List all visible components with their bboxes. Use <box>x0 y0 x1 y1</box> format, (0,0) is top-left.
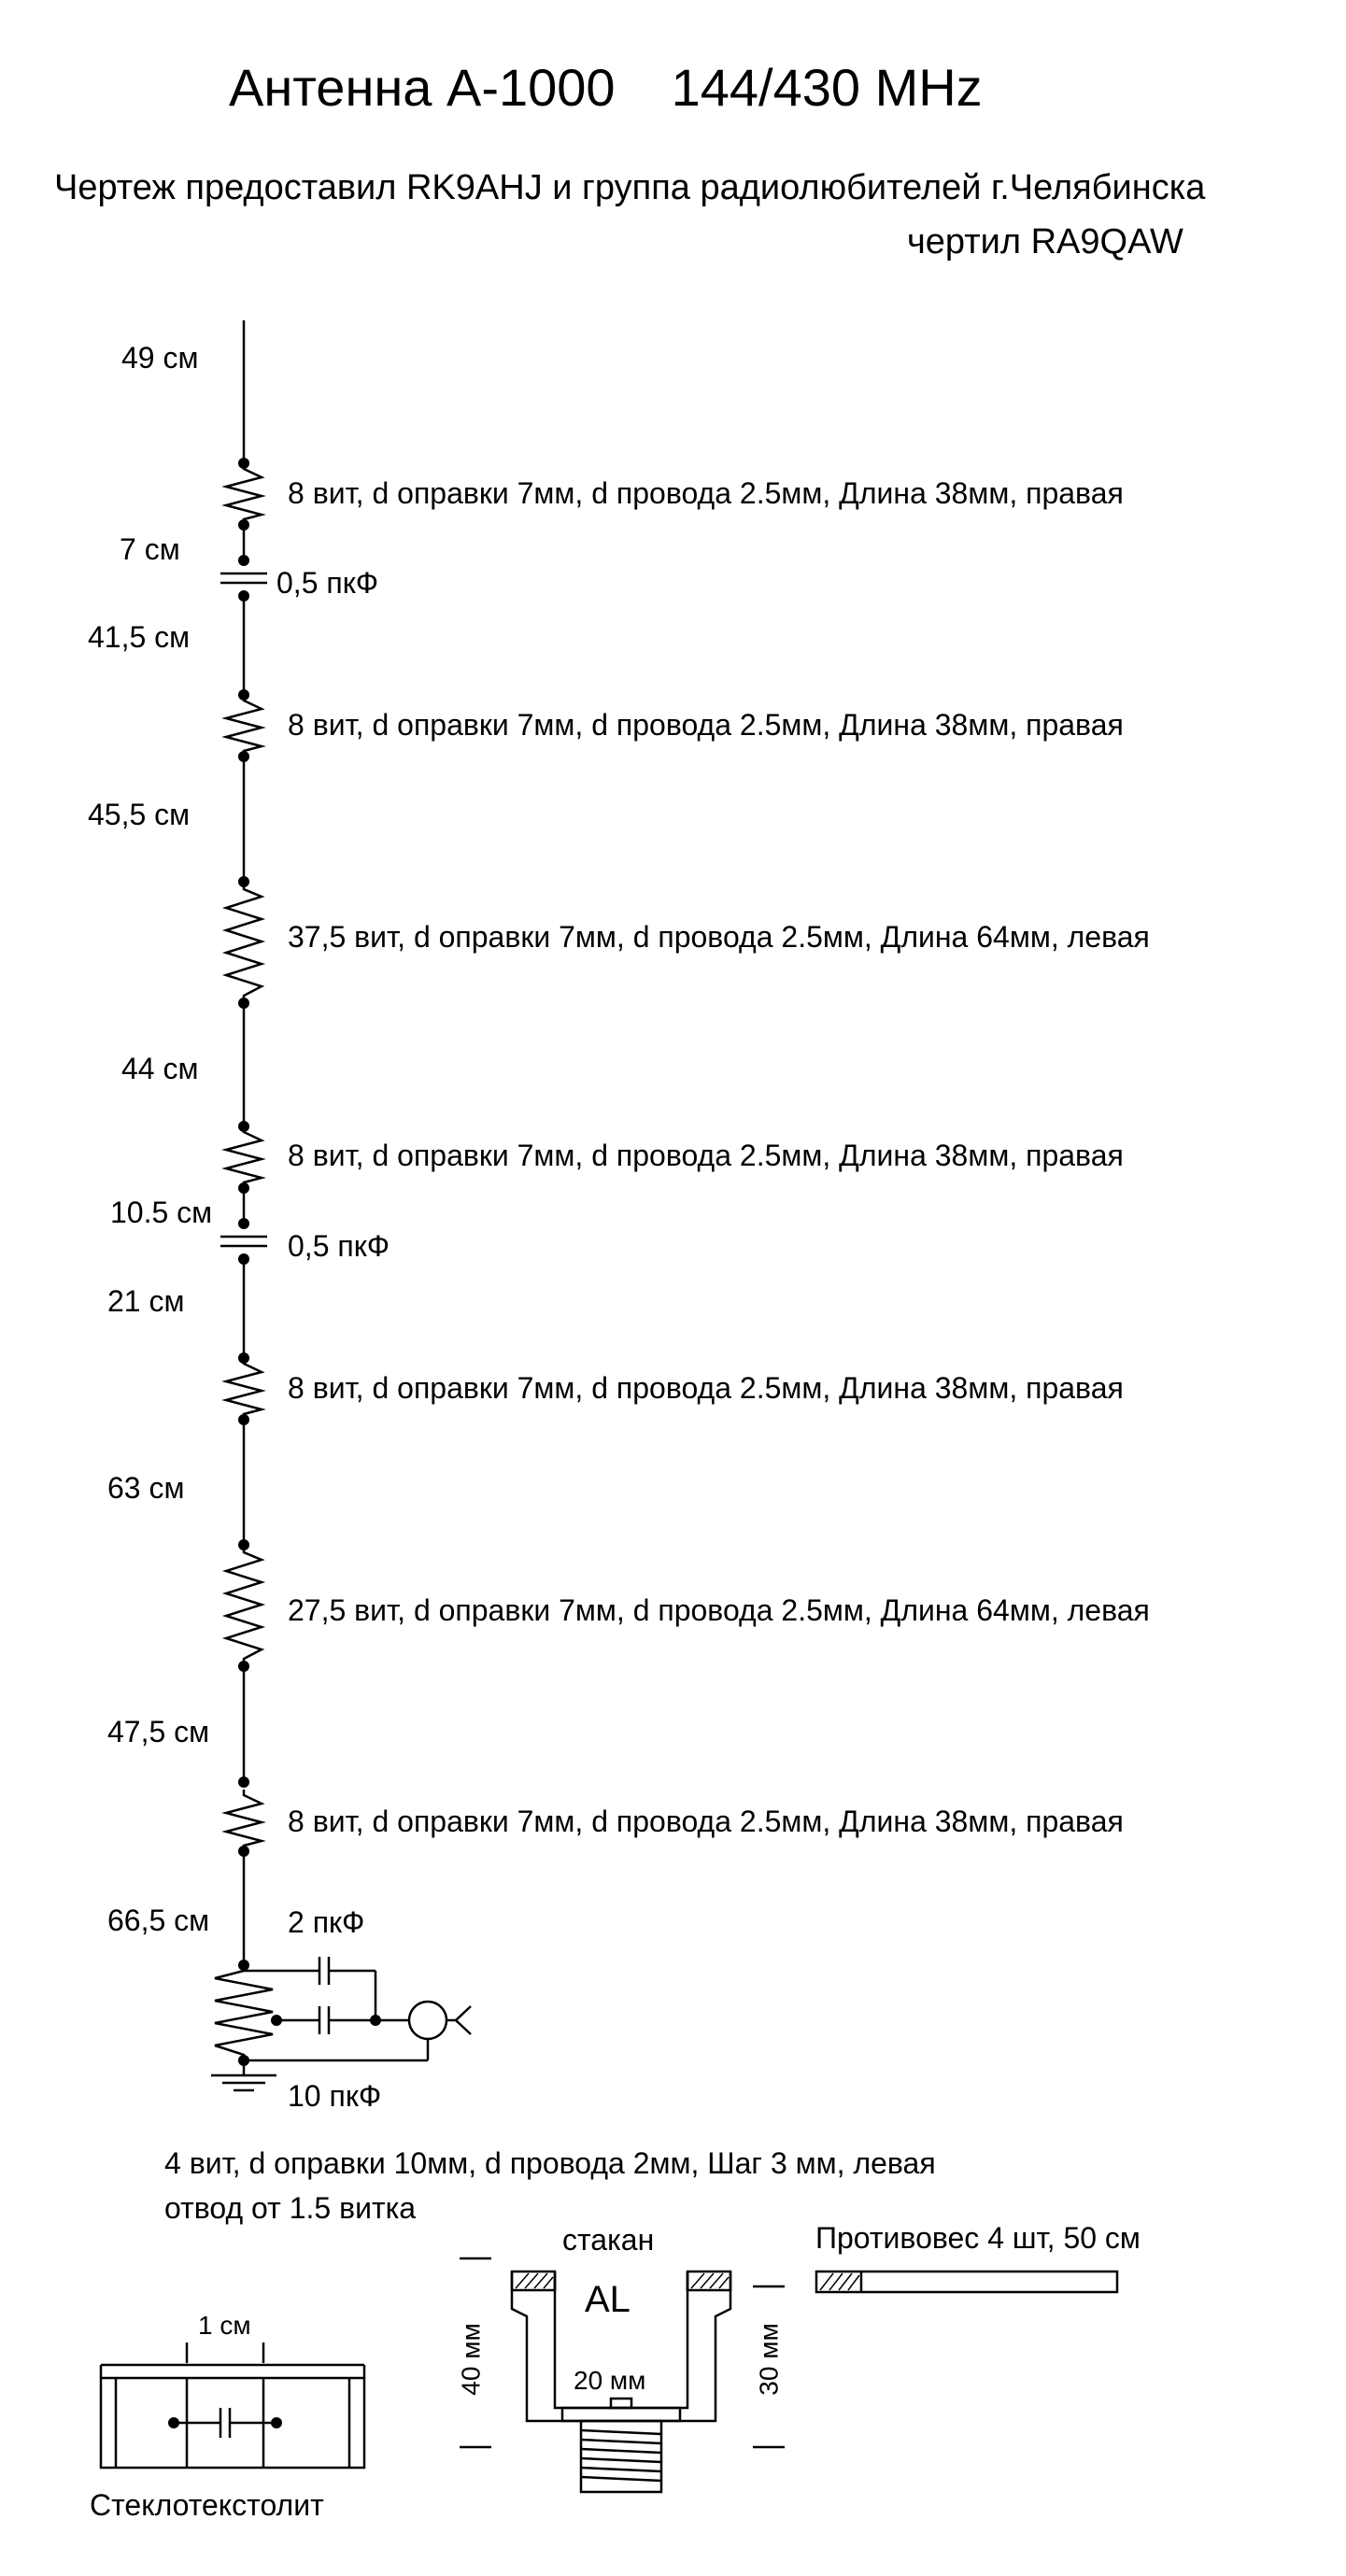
cup-height-inner: 30 мм <box>754 2323 784 2396</box>
coil-spec: 27,5 вит, d оправки 7мм, d провода 2.5мм, Длина 64мм, левая <box>288 1593 1150 1627</box>
coil-spec: 8 вит, d оправки 7мм, d провода 2.5мм, Длина 38мм, правая <box>288 476 1124 510</box>
coil-spec: 8 вит, d оправки 7мм, d провода 2.5мм, Длина 38мм, правая <box>288 1139 1124 1172</box>
length-label: 44 см <box>121 1052 199 1085</box>
cup-height-outer: 40 мм <box>456 2323 486 2396</box>
capacitor-value: 0,5 пкФ <box>288 1229 390 1263</box>
capacitor-2 <box>220 1237 267 1246</box>
antenna-name: Антенна А-1000 <box>229 58 616 117</box>
length-label: 47,5 см <box>107 1715 210 1748</box>
coil-1 <box>226 463 262 525</box>
tap-note: отвод от 1.5 витка <box>164 2191 417 2225</box>
capacitor-value: 10 пкФ <box>288 2079 382 2113</box>
cup-label: стакан <box>562 2223 655 2257</box>
cup-material: AL <box>585 2279 630 2320</box>
length-label: 63 см <box>107 1471 185 1505</box>
length-label: 10.5 см <box>110 1196 213 1229</box>
cup-diameter: 20 мм <box>574 2366 646 2395</box>
coil-7 <box>226 1790 262 1851</box>
frequency-label: 144/430 MHz <box>671 58 983 117</box>
length-label: 7 см <box>120 532 180 566</box>
capacitor-value: 0,5 пкФ <box>276 566 379 600</box>
length-label: 45,5 см <box>88 798 191 831</box>
coil-6 <box>226 1545 262 1666</box>
length-label: 66,5 см <box>107 1904 210 1937</box>
length-label: 21 см <box>107 1284 185 1318</box>
coil-spec: 8 вит, d оправки 7мм, d провода 2.5мм, Длина 38мм, правая <box>288 1371 1124 1405</box>
credit-line-2: чертил RA9QAW <box>907 222 1183 262</box>
cup-detail <box>460 2258 785 2492</box>
coil-spec: 37,5 вит, d оправки 7мм, d провода 2.5мм, Длина 64мм, левая <box>288 920 1150 954</box>
pcb-detail <box>101 2342 364 2468</box>
coil-2 <box>226 695 262 757</box>
pcb-dimension: 1 см <box>198 2311 251 2340</box>
coil-4 <box>226 1126 262 1188</box>
coil-3 <box>226 882 262 1003</box>
coil-spec: 8 вит, d оправки 7мм, d провода 2.5мм, Длина 38мм, правая <box>288 1805 1124 1838</box>
capacitor-value: 2 пкФ <box>288 1905 365 1939</box>
matching-network <box>211 1957 471 2090</box>
counterweight-rod <box>816 2272 1117 2292</box>
coil-5 <box>226 1358 262 1420</box>
capacitor-1 <box>220 573 267 583</box>
credit-line-1: Чертеж предоставил RK9AHJ и группа радиолюбителей г.Челябинска <box>54 168 1206 207</box>
junction-dots <box>238 458 381 2066</box>
length-label: 41,5 см <box>88 620 191 654</box>
coil-spec: 8 вит, d оправки 7мм, d провода 2.5мм, Длина 38мм, правая <box>288 708 1124 742</box>
matching-coil-spec: 4 вит, d оправки 10мм, d провода 2мм, Шаг 3 мм, левая <box>164 2146 936 2180</box>
counterweight-hatching <box>820 2273 859 2290</box>
length-label: 49 см <box>121 341 199 375</box>
counterweight-label: Противовес 4 шт, 50 см <box>815 2221 1141 2255</box>
cup-hatching <box>516 2273 729 2288</box>
pcb-label: Стеклотекстолит <box>90 2488 324 2522</box>
